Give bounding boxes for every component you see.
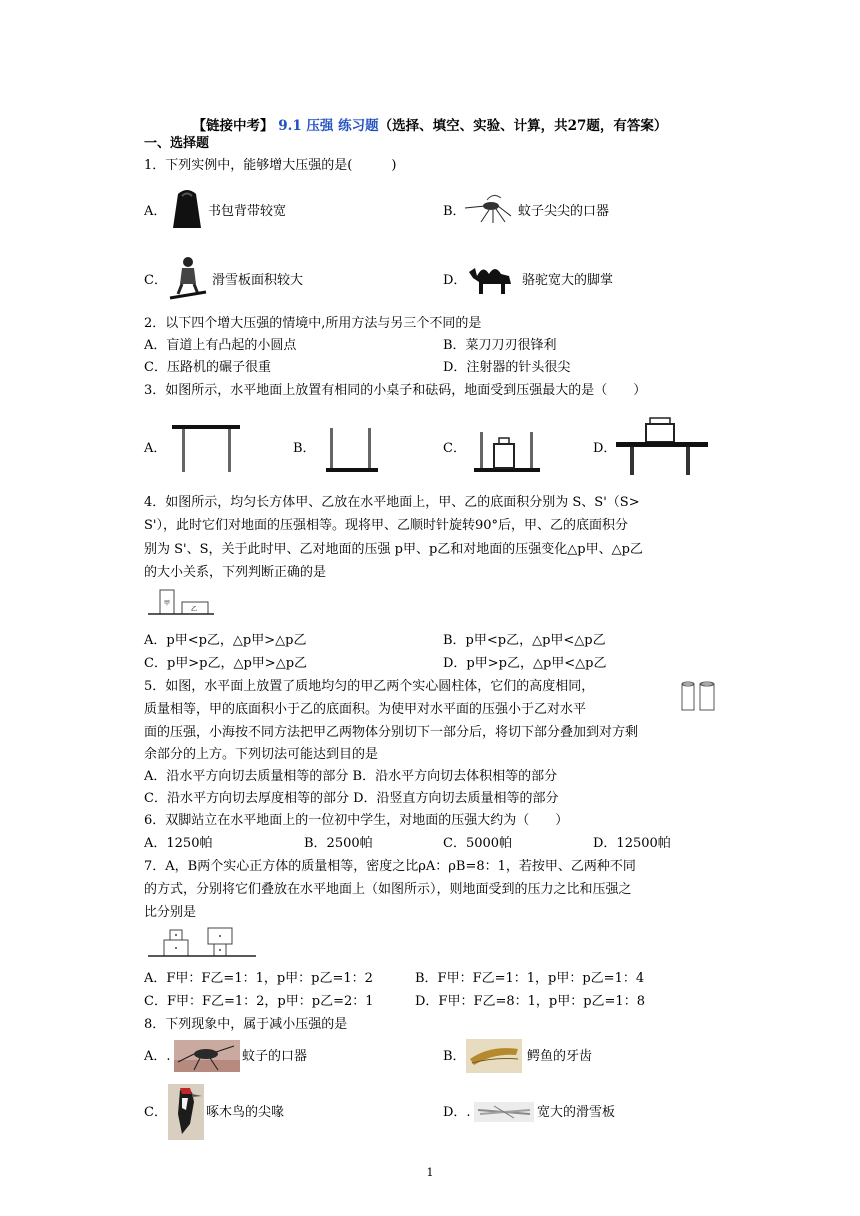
q4-option-c: C．p甲>p乙，△p甲>△p乙 [144, 656, 308, 671]
q7-option-a: A．F甲：F乙=1：1，p甲：p乙=1：2 [144, 971, 373, 986]
q4-line-3: 别为 S'、S，关于此时甲、乙对地面的压强 p甲、p乙和对地面的压强变化△p甲、△p乙 [144, 542, 643, 557]
q4-option-b: B．p甲<p乙，△p甲<△p乙 [443, 633, 606, 648]
q4-line-1: 4．如图所示，均匀长方体甲、乙放在水平地面上，甲、乙的底面积分别为 S、S'（S> [144, 495, 640, 510]
camel-image [465, 262, 517, 296]
q1-stem: 1．下列实例中，能够增大压强的是( ) [144, 158, 397, 173]
q4-line-2: S'），此时它们对地面的压强相等。现将甲、乙顺时针旋转90°后，甲、乙的底面积分 [144, 518, 629, 533]
q8-label-a: A．. [144, 1049, 171, 1064]
section-heading: 一、选择题 [144, 136, 210, 151]
page-title: 【链接中考】 9.1 压强 练习题（选择、填空、实验、计算，共27题，有答案） [192, 118, 668, 134]
q7-option-b: B．F甲：F乙=1：1，p甲：p乙=1：4 [415, 971, 645, 986]
q3-label-a: A． [144, 441, 167, 456]
q7-option-c: C．F甲：F乙=1：2，p甲：p乙=2：1 [144, 994, 374, 1009]
block-jia-label: 甲 [164, 600, 171, 607]
skis-photo [474, 1102, 534, 1122]
q8-option-d: 宽大的滑雪板 [537, 1105, 616, 1120]
q8-option-b: 鳄鱼的牙齿 [527, 1049, 593, 1064]
blocks-figure [146, 588, 216, 618]
table-figure-b [322, 422, 382, 474]
q5-options-ab: A．沿水平方向切去质量相等的部分 B．沿水平方向切去体积相等的部分 [144, 769, 558, 784]
q1-label-b: B． [443, 204, 466, 219]
skier-image [168, 254, 208, 302]
q4-option-a: A．p甲<p乙，△p甲>△p乙 [144, 633, 307, 648]
mosquito-image [463, 194, 513, 224]
q1-option-a: 书包背带较宽 [208, 204, 287, 219]
q1-label-a: A． [144, 204, 167, 219]
q8-option-a: 蚊子的口器 [242, 1049, 308, 1064]
q4-line-4: 的大小关系，下列判断正确的是 [144, 565, 327, 580]
q4-option-d: D．p甲>p乙，△p甲<△p乙 [443, 656, 607, 671]
q6-option-c: C．5000帕 [443, 836, 513, 851]
q7-option-d: D．F甲：F乙=8：1，p甲：p乙=1：8 [415, 994, 645, 1009]
table-figure-c [470, 422, 544, 474]
block-yi-label: 乙 [191, 606, 198, 613]
q8-label-d: D．. [443, 1105, 471, 1120]
q2-option-d: D．注射器的针头很尖 [443, 360, 571, 375]
q2-option-a: A．盲道上有凸起的小圆点 [144, 338, 297, 353]
q1-option-c: 滑雪板面积较大 [212, 273, 304, 288]
q5-options-cd: C．沿水平方向切去厚度相等的部分 D．沿竖直方向切去质量相等的部分 [144, 791, 559, 806]
q7-line-3: 比分别是 [144, 905, 197, 920]
q1-option-b: 蚊子尖尖的口器 [518, 204, 610, 219]
q3-label-d: D． [593, 441, 617, 456]
q5-line-1: 5．如图，水平面上放置了质地均匀的甲乙两个实心圆柱体，它们的高度相同， [144, 679, 595, 694]
q3-label-b: B． [293, 441, 316, 456]
q1-option-d: 骆驼宽大的脚掌 [522, 273, 614, 288]
backpack-image [168, 188, 206, 230]
q8-option-c: 啄木鸟的尖喙 [206, 1105, 285, 1120]
cylinders-figure [678, 680, 720, 714]
q7-line-2: 的方式，分别将它们叠放在水平地面上（如图所示），则地面受到的压力之比和压强之 [144, 882, 632, 897]
q2-option-c: C．压路机的碾子很重 [144, 360, 271, 375]
table-figure-d [614, 412, 710, 478]
table-figure-a [170, 422, 244, 474]
q6-option-a: A．1250帕 [144, 836, 213, 851]
q3-label-c: C． [443, 441, 466, 456]
page-number: 1 [426, 1166, 434, 1179]
q2-stem: 2．以下四个增大压强的情境中,所用方法与另三个不同的是 [144, 316, 482, 331]
q8-label-c: C． [144, 1105, 167, 1120]
q6-option-d: D．12500帕 [593, 836, 671, 851]
q5-line-2: 质量相等，甲的底面积小于乙的底面积。为使甲对水平面的压强小于乙对水平 [144, 702, 587, 717]
q5-line-4: 余部分的上方。下列切法可能达到目的是 [144, 747, 379, 762]
q2-option-b: B．菜刀刀刃很锋利 [443, 338, 557, 353]
q1-label-d: D． [443, 273, 467, 288]
q8-stem: 8．下列现象中，属于减小压强的是 [144, 1017, 348, 1032]
q6-stem: 6．双脚站立在水平地面上的一位初中学生，对地面的压强大约为（ ） [144, 813, 569, 828]
mosquito-photo [174, 1040, 240, 1072]
woodpecker-photo [168, 1084, 204, 1140]
q5-line-3: 面的压强，小海按不同方法把甲乙两物体分别切下一部分后，将切下部分叠加到对方剩 [144, 725, 639, 740]
q8-label-b: B． [443, 1049, 466, 1064]
crocodile-photo [466, 1039, 522, 1073]
q3-stem: 3．如图所示，水平地面上放置有相同的小桌子和砝码，地面受到压强最大的是（ ） [144, 383, 647, 398]
q1-label-c: C． [144, 273, 167, 288]
q6-option-b: B．2500帕 [304, 836, 373, 851]
stacked-cubes-figure [146, 922, 258, 962]
q7-line-1: 7．A，B两个实心正方体的质量相等，密度之比ρA：ρB=8：1，若按甲、乙两种不同 [144, 859, 636, 874]
